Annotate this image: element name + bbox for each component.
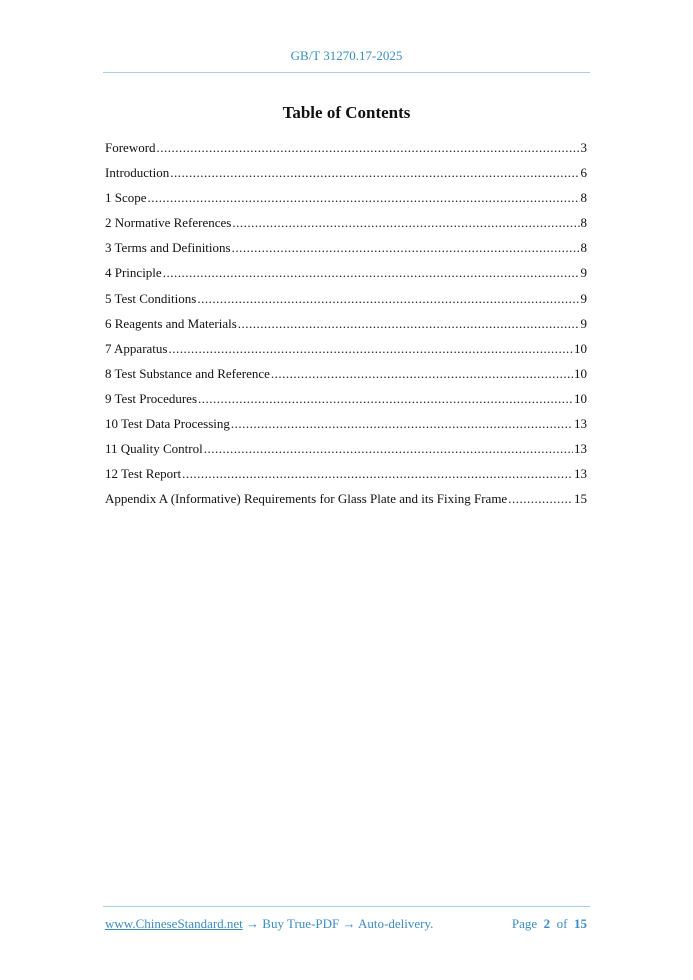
toc-entry-page: 10	[574, 390, 587, 406]
of-word: of	[556, 916, 568, 931]
toc-entry[interactable]	[105, 340, 587, 365]
toc-entry[interactable]	[105, 315, 587, 340]
footer-left	[105, 916, 433, 932]
toc-entry[interactable]	[105, 365, 587, 390]
toc-leader-dots	[508, 490, 573, 508]
toc-entry-page: 8	[580, 190, 587, 206]
toc-leader-dots	[238, 315, 580, 333]
toc-entry-label: 6 Reagents and Materials	[105, 315, 237, 331]
toc-leader-dots	[204, 440, 573, 458]
toc-entry-page: 13	[574, 441, 587, 457]
toc-leader-dots	[232, 214, 579, 232]
toc-leader-dots	[170, 164, 579, 182]
current-page: 2	[543, 916, 551, 931]
toc-entry-label: 5 Test Conditions	[105, 290, 197, 306]
toc-entry[interactable]	[105, 264, 587, 289]
toc-entry-label: 1 Scope	[105, 190, 147, 206]
toc-leader-dots	[168, 340, 573, 358]
toc-leader-dots	[182, 465, 573, 483]
toc-entry[interactable]	[105, 189, 587, 214]
toc-leader-dots	[271, 365, 573, 383]
toc-entry-page: 13	[574, 416, 587, 432]
toc-entry[interactable]	[105, 490, 587, 515]
toc-entry-label: 10 Test Data Processing	[105, 416, 230, 432]
toc-entry[interactable]	[105, 465, 587, 490]
toc-entry[interactable]	[105, 239, 587, 264]
toc-entry-page: 15	[574, 491, 587, 507]
toc-leader-dots	[197, 290, 579, 308]
promo-text: → Buy True-PDF → Auto-delivery.	[242, 916, 434, 931]
toc-entry-label: 4 Principle	[105, 265, 162, 281]
page-title: Table of Contents	[282, 103, 411, 122]
toc-entry-page: 10	[574, 365, 587, 381]
toc-entry[interactable]	[105, 440, 587, 465]
toc-entry-label: Appendix A (Informative) Requirements for Glass Plate and its Fixing Frame	[105, 491, 508, 507]
toc-entry-page: 9	[580, 315, 587, 331]
toc-entry-page: 8	[580, 240, 587, 256]
toc-leader-dots	[198, 390, 573, 408]
toc-entry-label: 7 Apparatus	[105, 340, 168, 356]
toc-entry-page: 13	[574, 466, 587, 482]
toc-entry[interactable]	[105, 164, 587, 189]
toc-entry-page: 9	[580, 290, 587, 306]
toc-entry-label: 9 Test Procedures	[105, 390, 197, 406]
toc-leader-dots	[163, 264, 580, 282]
header-divider	[103, 72, 590, 73]
toc-entry-page: 9	[580, 265, 587, 281]
toc-entry-label: 8 Test Substance and Reference	[105, 365, 270, 381]
footer-divider	[103, 906, 590, 907]
page-word: Page	[511, 916, 538, 931]
toc-entry-page: 3	[580, 140, 587, 155]
footer	[105, 916, 587, 932]
toc-entry[interactable]	[105, 139, 587, 164]
toc-entry-page: 10	[574, 340, 587, 356]
toc-entry-page: 8	[580, 215, 587, 231]
total-pages: 15	[574, 916, 587, 931]
toc-entry-label: 11 Quality Control	[105, 441, 203, 457]
website-link[interactable]: www.ChineseStandard.net	[105, 916, 243, 931]
toc-entry-label: Foreword	[105, 140, 156, 155]
toc-leader-dots	[231, 415, 573, 433]
table-of-contents	[105, 139, 587, 515]
toc-entry-label: 12 Test Report	[105, 466, 182, 482]
toc-entry[interactable]	[105, 415, 587, 440]
toc-leader-dots	[232, 239, 580, 257]
toc-leader-dots	[148, 189, 580, 207]
toc-entry-label: 3 Terms and Definitions	[105, 240, 231, 256]
toc-entry-label: 2 Normative References	[105, 215, 232, 231]
toc-entry[interactable]	[105, 390, 587, 415]
toc-entry[interactable]	[105, 290, 587, 315]
toc-entry-page: 6	[580, 165, 587, 181]
page-indicator	[512, 916, 587, 932]
toc-entry-label: Introduction	[105, 165, 170, 181]
document-id-header: GB/T 31270.17-2025	[290, 48, 403, 63]
toc-leader-dots	[157, 139, 580, 157]
toc-entry[interactable]	[105, 214, 587, 239]
